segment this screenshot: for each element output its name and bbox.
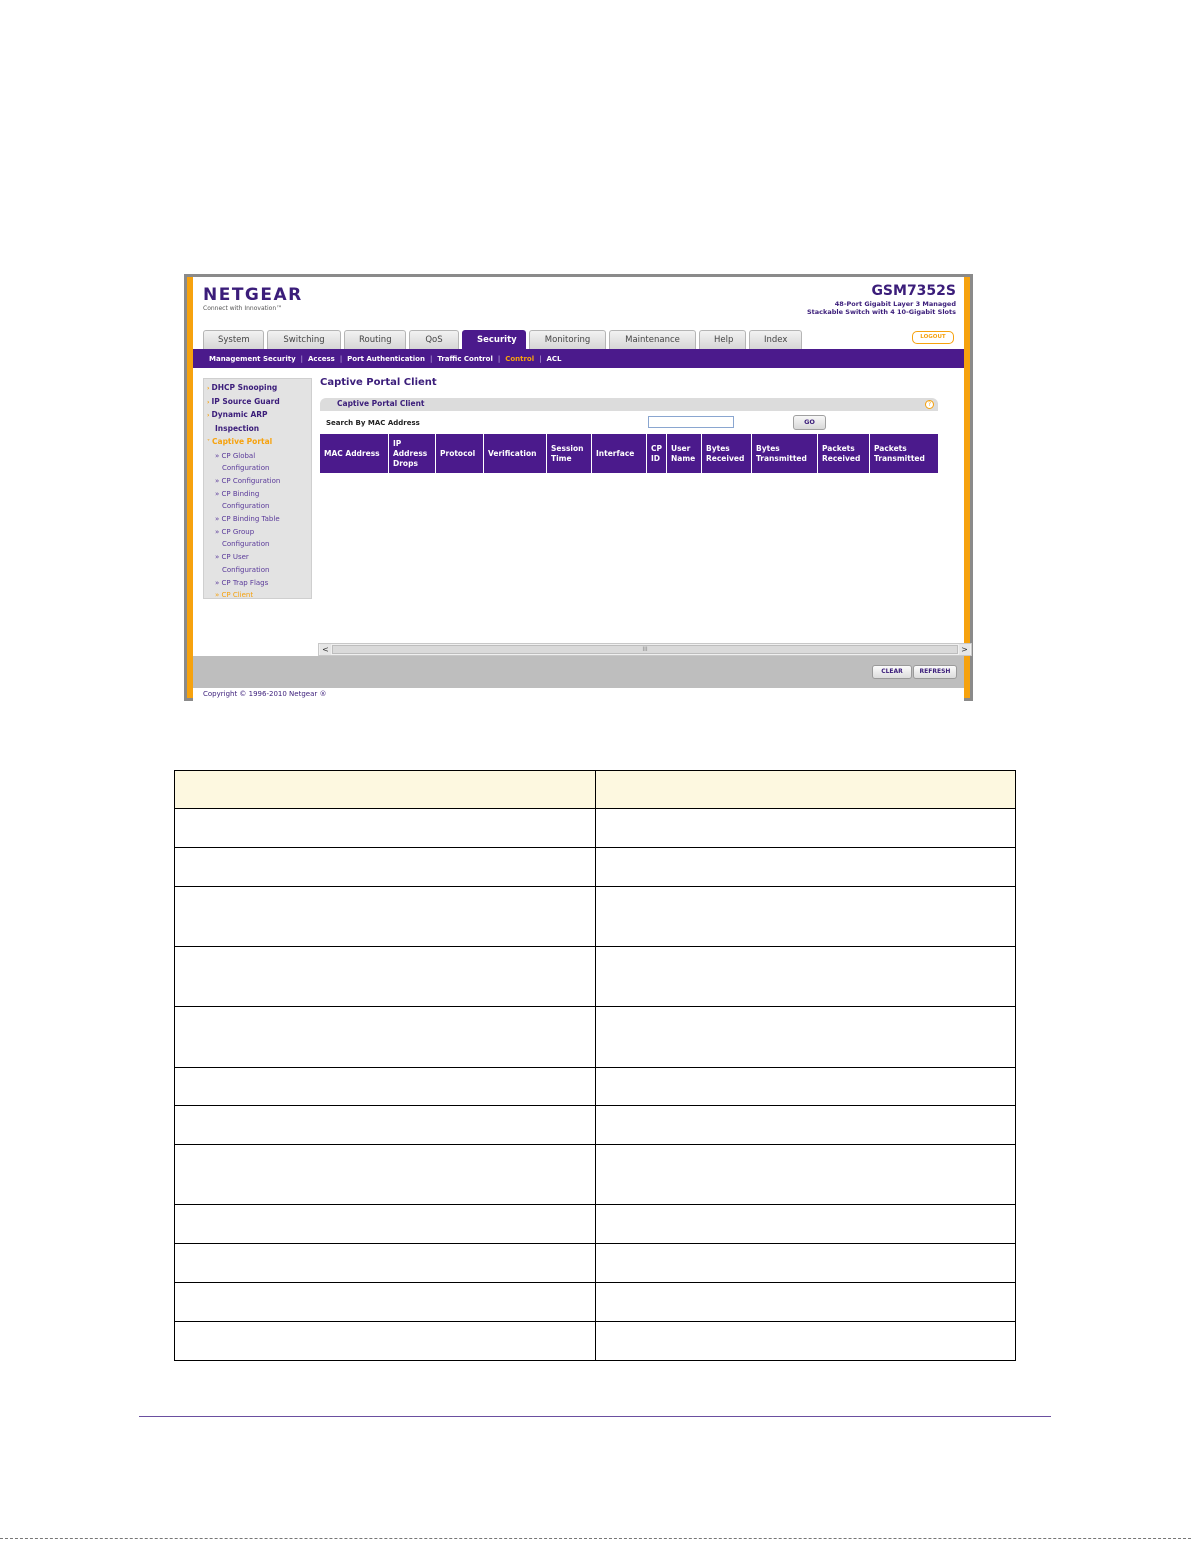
arrow-right-icon: › xyxy=(207,385,210,392)
sidebar-item-label: Dynamic ARP xyxy=(211,410,268,420)
col-label: Name xyxy=(671,453,696,463)
table-cell xyxy=(175,1145,596,1205)
sidebar-sub-cp-user[interactable]: » CP User xyxy=(215,553,249,562)
col-label: Packets xyxy=(874,443,907,453)
table-row xyxy=(175,1322,1016,1361)
sidebar-item-dynamic-arp-line2[interactable]: Inspection xyxy=(215,424,260,434)
screenshot-frame xyxy=(184,274,973,701)
sidebar-item-label: Captive Portal xyxy=(212,436,273,446)
table-row xyxy=(175,947,1016,1007)
subnav-separator: | xyxy=(339,354,343,363)
subnav-management-security[interactable]: Management Security xyxy=(209,354,296,363)
col-label: ID xyxy=(651,453,661,463)
captive-portal-client-panel xyxy=(320,398,938,473)
tab-system[interactable]: System xyxy=(203,330,264,349)
col-bytes-transmitted[interactable] xyxy=(752,434,818,473)
col-label: MAC Address xyxy=(324,448,380,458)
sidebar-sub-cp-group-line2[interactable]: Configuration xyxy=(222,540,270,549)
table-cell xyxy=(175,947,596,1007)
bottom-action-bar xyxy=(193,656,964,688)
table-cell xyxy=(596,1322,1016,1361)
col-packets-transmitted[interactable] xyxy=(870,434,938,473)
sidebar-item-dhcp-snooping[interactable] xyxy=(207,382,311,396)
table-cell xyxy=(175,1283,596,1322)
sidebar-sub-cp-binding[interactable]: » CP Binding xyxy=(215,489,260,498)
subnav-control[interactable]: Control xyxy=(505,354,535,363)
table-cell xyxy=(175,1007,596,1068)
table-cell xyxy=(596,1244,1016,1283)
clear-button[interactable]: CLEAR xyxy=(872,665,912,679)
subnav-separator: | xyxy=(300,354,304,363)
sidebar-sub-cp-client[interactable]: » CP Client xyxy=(215,591,254,600)
sidebar-sub-cp-configuration[interactable]: » CP Configuration xyxy=(215,476,281,485)
col-protocol[interactable] xyxy=(436,434,484,473)
model-desc-line2: Stackable Switch with 4 10-Gigabit Slots xyxy=(806,308,956,316)
sidebar-item-label: IP Source Guard xyxy=(211,396,280,406)
col-mac-address[interactable] xyxy=(320,434,389,473)
table-row xyxy=(175,1205,1016,1244)
subnav-separator: | xyxy=(497,354,501,363)
table-row xyxy=(175,809,1016,848)
subnav-acl[interactable]: ACL xyxy=(546,354,562,363)
table-cell xyxy=(596,848,1016,887)
scrollbar-thumb[interactable] xyxy=(332,645,958,654)
model-name: GSM7352S xyxy=(871,283,956,299)
tab-routing[interactable]: Routing xyxy=(344,330,406,349)
subnav-separator: | xyxy=(429,354,433,363)
col-label: CP xyxy=(651,443,663,453)
arrow-down-icon: ˅ xyxy=(207,438,210,446)
col-label: Address xyxy=(393,448,428,458)
tab-help[interactable]: Help xyxy=(699,330,746,349)
table-cell xyxy=(175,1244,596,1283)
col-ip-address-drops[interactable] xyxy=(389,434,436,473)
subnav-traffic-control[interactable]: Traffic Control xyxy=(437,354,493,363)
header-cell-description xyxy=(596,771,1016,809)
field-description-table xyxy=(174,770,1016,1361)
table-cell xyxy=(596,1068,1016,1106)
scroll-right-icon[interactable]: > xyxy=(959,644,970,655)
sidebar-sub-cp-binding-line2[interactable]: Configuration xyxy=(222,502,270,511)
main-tabs xyxy=(203,330,805,349)
table-row xyxy=(175,1007,1016,1068)
table-row xyxy=(175,1283,1016,1322)
table-cell xyxy=(175,1068,596,1106)
col-label: Received xyxy=(706,453,745,463)
horizontal-scrollbar[interactable] xyxy=(318,643,972,656)
logout-button[interactable]: LOGOUT xyxy=(912,331,954,344)
col-user-name[interactable] xyxy=(667,434,702,473)
arrow-right-icon: › xyxy=(207,412,210,420)
table-row xyxy=(175,1244,1016,1283)
scroll-grip-icon: III xyxy=(642,646,648,653)
sidebar-sub-cp-user-line2[interactable]: Configuration xyxy=(222,565,270,574)
search-mac-label: Search By MAC Address xyxy=(326,419,420,427)
subnav-port-authentication[interactable]: Port Authentication xyxy=(347,354,425,363)
col-session-time[interactable] xyxy=(547,434,592,473)
page-title: Captive Portal Client xyxy=(320,377,437,388)
col-cp-id[interactable] xyxy=(647,434,667,473)
sidebar xyxy=(203,378,312,599)
col-label: Bytes xyxy=(756,443,780,453)
col-interface[interactable] xyxy=(592,434,647,473)
scroll-left-icon[interactable]: < xyxy=(320,644,331,655)
table-row xyxy=(175,1145,1016,1205)
tab-security[interactable]: Security xyxy=(462,330,526,349)
col-label: Time xyxy=(551,453,572,463)
tab-qos[interactable]: QoS xyxy=(409,330,459,349)
arrow-right-icon: › xyxy=(207,398,210,406)
header-cell-field xyxy=(175,771,596,809)
table-cell xyxy=(596,1145,1016,1205)
col-label: Verification xyxy=(488,448,537,458)
sidebar-sub-cp-group[interactable]: » CP Group xyxy=(215,527,255,536)
col-label: Bytes xyxy=(706,443,730,453)
table-cell xyxy=(175,809,596,848)
page-bottom-rule xyxy=(0,1538,1191,1539)
sidebar-sub-cp-global-line2[interactable]: Configuration xyxy=(222,464,270,473)
col-label: Packets xyxy=(822,443,855,453)
table-row xyxy=(175,1106,1016,1145)
panel-title: Captive Portal Client xyxy=(337,399,425,408)
web-ui xyxy=(193,277,968,701)
col-packets-received[interactable] xyxy=(818,434,870,473)
col-label: Received xyxy=(822,453,861,463)
table-cell xyxy=(175,1322,596,1361)
client-table-header xyxy=(320,434,938,473)
sidebar-item-ip-source-guard[interactable] xyxy=(207,396,311,410)
table-row xyxy=(175,887,1016,947)
table-cell xyxy=(596,887,1016,947)
table-row xyxy=(175,848,1016,887)
sub-navigation xyxy=(193,349,964,368)
panel-header xyxy=(320,398,938,411)
table-cell xyxy=(175,848,596,887)
sidebar-sub-cp-binding-table[interactable]: » CP Binding Table xyxy=(215,515,280,524)
refresh-button[interactable]: REFRESH xyxy=(913,665,957,679)
go-button[interactable]: GO xyxy=(793,415,826,430)
sidebar-sub-cp-trap-flags[interactable]: » CP Trap Flags xyxy=(215,578,269,587)
table-cell xyxy=(596,1106,1016,1145)
model-desc-line1: 48-Port Gigabit Layer 3 Managed xyxy=(834,300,956,308)
table-cell xyxy=(175,1106,596,1145)
table-cell xyxy=(596,947,1016,1007)
col-verification[interactable] xyxy=(484,434,547,473)
col-label: Transmitted xyxy=(874,453,925,463)
logo-tagline: Connect with Innovation™ xyxy=(203,305,283,312)
sidebar-sub-cp-global[interactable]: » CP Global xyxy=(215,451,256,460)
netgear-logo[interactable]: NETGEAR xyxy=(203,285,303,305)
col-label: IP xyxy=(393,438,402,448)
table-cell xyxy=(596,1283,1016,1322)
sidebar-item-captive-portal[interactable] xyxy=(207,436,311,450)
table-cell xyxy=(175,1205,596,1244)
col-label: Drops xyxy=(393,458,418,468)
sidebar-item-dynamic-arp[interactable] xyxy=(207,409,311,423)
table-cell xyxy=(596,1205,1016,1244)
subnav-access[interactable]: Access xyxy=(308,354,335,363)
col-label: User xyxy=(671,443,691,453)
footer-rule xyxy=(139,1416,1051,1417)
tab-maintenance[interactable]: Maintenance xyxy=(609,330,696,349)
col-label: Transmitted xyxy=(756,453,807,463)
help-icon[interactable]: ? xyxy=(925,400,934,409)
table-cell xyxy=(596,1007,1016,1068)
subnav-separator: | xyxy=(539,354,542,363)
tab-monitoring[interactable]: Monitoring xyxy=(529,330,606,349)
col-bytes-received[interactable] xyxy=(702,434,752,473)
mac-address-search-input[interactable] xyxy=(648,416,734,428)
col-label: Interface xyxy=(596,448,635,458)
table-cell xyxy=(596,809,1016,848)
copyright-text: Copyright © 1996-2010 Netgear ® xyxy=(203,690,327,698)
table-row xyxy=(175,1068,1016,1106)
table-header-row xyxy=(175,771,1016,809)
tab-switching[interactable]: Switching xyxy=(267,330,341,349)
table-cell xyxy=(175,887,596,947)
col-label: Protocol xyxy=(440,448,476,458)
col-label: Session xyxy=(551,443,584,453)
tab-index[interactable]: Index xyxy=(749,330,802,349)
sidebar-item-label: DHCP Snooping xyxy=(211,383,278,392)
model-description xyxy=(756,300,956,316)
